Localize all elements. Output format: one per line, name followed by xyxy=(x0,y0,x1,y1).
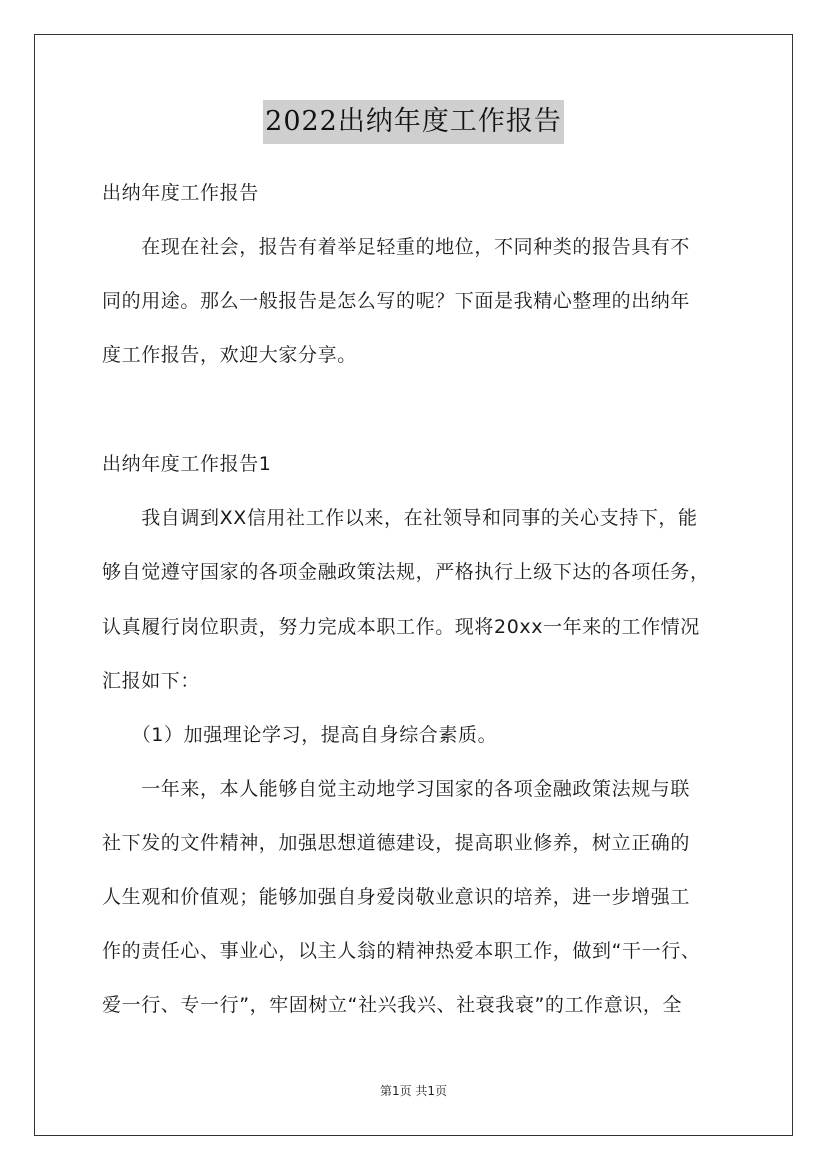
title-container xyxy=(0,100,827,144)
paragraph-line: 一年来，本人能够自觉主动地学习国家的各项金融政策法规与联 xyxy=(102,778,691,800)
paragraph-line: 汇报如下： xyxy=(102,670,201,692)
document-title: 2022出纳年度工作报告 xyxy=(263,100,564,144)
subheading: （1）加强理论学习，提高自身综合素质。 xyxy=(102,724,498,746)
section-heading: 出纳年度工作报告 xyxy=(102,182,259,204)
paragraph-line: 认真履行岗位职责，努力完成本职工作。现将20xx一年来的工作情况 xyxy=(102,616,700,638)
intro-line-2: 同的用途。那么一般报告是怎么写的呢？下面是我精心整理的出纳年 xyxy=(102,290,691,312)
paragraph-line: 爱一行、专一行”，牢固树立“社兴我兴、社衰我衰”的工作意识，全 xyxy=(102,994,683,1016)
paragraph-line: 作的责任心、事业心，以主人翁的精神热爱本职工作，做到“干一行、 xyxy=(102,940,701,962)
paragraph-line: 我自调到XX信用社工作以来，在社领导和同事的关心支持下，能 xyxy=(102,507,698,529)
intro-line-1: 在现在社会，报告有着举足轻重的地位，不同种类的报告具有不 xyxy=(102,236,691,258)
paragraph-line: 人生观和价值观；能够加强自身爱岗敬业意识的培养，进一步增强工 xyxy=(102,886,691,908)
intro-line-3: 度工作报告，欢迎大家分享。 xyxy=(102,344,357,366)
report-1-heading: 出纳年度工作报告1 xyxy=(102,453,272,475)
paragraph-line: 社下发的文件精神，加强思想道德建设，提高职业修养，树立正确的 xyxy=(102,832,691,854)
page-footer: 第1页 共1页 xyxy=(379,1084,448,1098)
paragraph-line: 够自觉遵守国家的各项金融政策法规，严格执行上级下达的各项任务， xyxy=(102,561,710,583)
